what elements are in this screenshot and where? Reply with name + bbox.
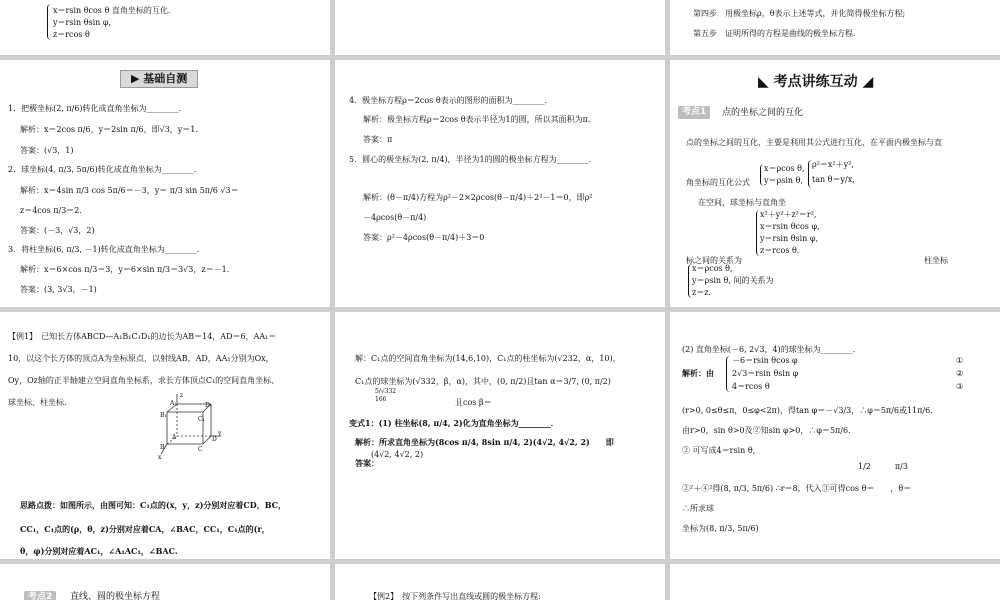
slide-example-1: [0, 312, 330, 559]
diagram-label: A₁: [170, 400, 177, 407]
text-line: θ，φ)分别对应着AC₁，∠A₁AC₁，∠BAC.: [20, 546, 178, 556]
equation: 2√3＝rsin θsin φ: [732, 369, 799, 378]
text-line: (r>0, 0≤θ≤π，0≤φ<2π)，得tan φ＝－√3/3，∴φ＝5π/6或11π/6.: [682, 406, 933, 415]
analysis-1: 解析：x＝2cos π/6，y＝2sin π/6，即√3，y＝1.: [20, 125, 198, 134]
formula: x²＋y²＋z²＝r²,: [760, 210, 817, 219]
section-header: ▶ 基础自测: [120, 70, 198, 88]
formula: y＝rsin θsin φ,: [760, 234, 819, 243]
analysis-5: 解析：(θ－π/4)方程为ρ²－2×2ρcos(θ－π/4)＋2²－1＝0，即ρ²: [363, 193, 593, 202]
text-line: 由r>0，sin θ>0及②知sin φ>0，∴φ＝5π/6.: [682, 426, 851, 435]
slide-variant-2: [670, 312, 1000, 559]
equation-number: ②: [956, 369, 964, 378]
text-line: 柱坐标: [924, 256, 948, 265]
formula: x＝rsin θcos φ,: [760, 222, 820, 231]
text-line: 第五步 证明所得的方程是曲线的极坐标方程.: [693, 29, 856, 38]
slide-solution-1: [335, 312, 665, 559]
text-line: z＝rcos θ: [53, 30, 90, 39]
slide-self-test-continued: [335, 60, 665, 307]
slide-basic-self-test: [0, 60, 330, 307]
answer-4: 答案：π: [363, 135, 393, 144]
analysis-2: 解析：x＝4sin π/3 cos 5π/6＝－3，y＝ π/3 sin 5π/6 √3＝: [20, 186, 239, 195]
question-5: 5．圆心的极坐标为(2, π/4)，半径为1的圆的极坐标方程为________．: [349, 155, 597, 164]
analysis-3: 解析：x＝6×cos π/3＝3，y＝6×sin π/3＝3√3，z＝－1.: [20, 265, 230, 274]
text-line: 且cos β＝: [455, 398, 492, 407]
text-line: (4√2, 4√2, 2): [371, 450, 424, 459]
text-line: 解：C₁点的空间直角坐标为(14,6,10)，C₁点的柱坐标为(√232，α，10)，: [355, 354, 621, 363]
text-line: y＝rsin θsin φ,: [53, 18, 112, 27]
cuboid-diagram: [155, 392, 225, 462]
text-line: C₁点的球坐标为(√332，β，α)，其中，(0, π/2)且tan α＝3/7, (0, π/2): [355, 377, 611, 386]
text-line: CC₁，C₁点的(ρ，θ，z)分别对应着CA，∠BAC，CC₁，C₁点的(r，: [20, 524, 270, 534]
equation: 4＝rcos θ: [732, 382, 770, 391]
brace: [47, 4, 52, 40]
formula: y＝ρsin θ, 间的关系为: [692, 276, 774, 285]
diagram-label: D: [212, 436, 217, 443]
diagram-label: D₁: [205, 402, 213, 409]
text-line: 【例2】 按下列条件写出直线或圆的极坐标方程:: [369, 592, 541, 600]
answer-5: 答案：ρ²－4ρcos(θ－π/4)＋3＝0: [363, 233, 485, 242]
text-line: 球坐标、柱坐标.: [8, 398, 67, 407]
text-line: 角坐标的互化公式: [686, 178, 750, 187]
slide-bottom-middle-partial: [335, 564, 665, 600]
diagram-label: B₁: [160, 412, 167, 419]
analysis-2b: z＝4cos π/3＝2.: [20, 206, 82, 215]
diagram-label: C₁: [198, 416, 205, 423]
topic-tag: 考点2: [24, 591, 56, 600]
slide-title: ◣ 考点讲练互动 ◢: [758, 74, 874, 90]
text-line: 166: [375, 396, 387, 403]
equation-number: ③: [956, 382, 964, 391]
text-line: ② 可写成4＝rsin θ,: [682, 446, 756, 455]
topic-subtitle: 点的坐标之间的互化: [722, 108, 804, 118]
question-1: 1．把极坐标(2, π/6)转化成直角坐标为________．: [8, 104, 187, 113]
text-line: x＝rsin θcos θ 直角坐标的互化.: [53, 6, 171, 15]
text-line: 10，以这个长方体的顶点A为坐标原点，以射线AB，AD，AA₁分别为Ox，: [8, 354, 274, 363]
text-line: 解析：所求直角坐标为(8cos π/4, 8sin π/4, 2)(4√2, 4√2, 2) 即: [355, 437, 614, 447]
text-line: ②²＋④²得(8, π/3, 5π/6) ∴r＝8，代入③可得cos θ＝ ，θ＝: [682, 484, 912, 493]
answer-2: 答案：(－3，√3，2): [20, 226, 95, 235]
formula: z＝z.: [692, 288, 711, 297]
variant-1: 变式1：(1) 柱坐标(8, π/4, 2)化为直角坐标为________．: [349, 418, 559, 428]
text-line: 【例1】 已知长方体ABCD—A₁B₁C₁D₁的边长为AB＝14，AD＝6，AA₁＝: [8, 332, 277, 341]
formula: x＝ρcos θ,: [692, 264, 733, 273]
slide-top-right: [670, 0, 1000, 55]
formula: ρ²＝x²＋y²,: [812, 160, 854, 169]
triangle-icon: ▶: [131, 72, 144, 85]
diagram-label: x: [158, 454, 162, 461]
formula: y＝ρsin θ,: [764, 176, 803, 185]
text-line: 在空间，球坐标与直角坐: [698, 198, 786, 207]
answer-label: 答案：: [355, 458, 379, 468]
slide-top-middle: [335, 0, 665, 55]
slide-key-points: [670, 60, 1000, 307]
bracket-left-icon: ◣: [758, 74, 774, 90]
text-line: (2) 直角坐标(－6, 2√3，4)的球坐标为________．: [682, 345, 861, 354]
diagram-label: y: [218, 430, 222, 437]
analysis-5b: －4ρcos(θ－π/4): [363, 213, 427, 222]
answer-3: 答案：(3, 3√3，－1): [20, 285, 97, 294]
formula: x＝ρcos θ,: [764, 164, 805, 173]
text-line: ∴所求球: [682, 504, 714, 513]
diagram-label: z: [180, 392, 184, 399]
diagram-label: B: [160, 444, 165, 451]
answer-1: 答案：(√3，1): [20, 146, 74, 155]
question-2: 2．球坐标(4, π/3, 5π/6)转化成直角坐标为________．: [8, 165, 202, 174]
slide-bottom-left-partial: [0, 564, 330, 600]
brace: [726, 356, 731, 392]
question-4: 4．极坐标方程ρ＝2cos θ表示的图形的面积为________．: [349, 96, 553, 105]
text-line: 5/√332: [375, 388, 397, 395]
text-line: 点的坐标之间的互化，主要是利用其公式进行互化，在平面内极坐标与直: [686, 138, 942, 147]
question-3: 3．将柱坐标(6, π/3, －1)转化成直角坐标为________．: [8, 245, 205, 254]
text-line: 第四步 用极坐标ρ，θ表示上述等式，并化简得极坐标方程;: [693, 9, 906, 18]
slide-bottom-right-partial: [670, 564, 1000, 600]
text-line: 标之间的关系为: [686, 256, 742, 265]
text-line: 解析：由: [682, 368, 714, 378]
diagram-label: C: [198, 446, 203, 453]
text-line: Oy，Oz轴的正半轴建立空间直角坐标系，求长方体顶点C₁的空间直角坐标、: [8, 376, 280, 385]
text-line: 思路点拨：如图所示，由图可知：C₁点的(x，y，z)分别对应着CD，BC，: [20, 500, 286, 510]
equation-number: ①: [956, 356, 964, 365]
bracket-right-icon: ◢: [857, 74, 874, 90]
formula: z＝rcos θ.: [760, 246, 800, 255]
analysis-4: 解析：极坐标方程ρ＝2cos θ表示半径为1的圆，所以其面积为π.: [363, 115, 591, 124]
formula: tan θ＝y/x,: [812, 175, 855, 184]
slide-top-left: [0, 0, 330, 55]
diagram-label: A: [172, 434, 177, 441]
text-line: 坐标为(8, π/3, 5π/6): [682, 524, 759, 533]
text-line: 1/2 π/3: [858, 462, 908, 471]
topic-tag: 考点1: [678, 106, 710, 119]
topic-subtitle: 直线、圆的极坐标方程: [70, 592, 161, 600]
equation: －6＝rsin θcos φ: [732, 356, 798, 365]
